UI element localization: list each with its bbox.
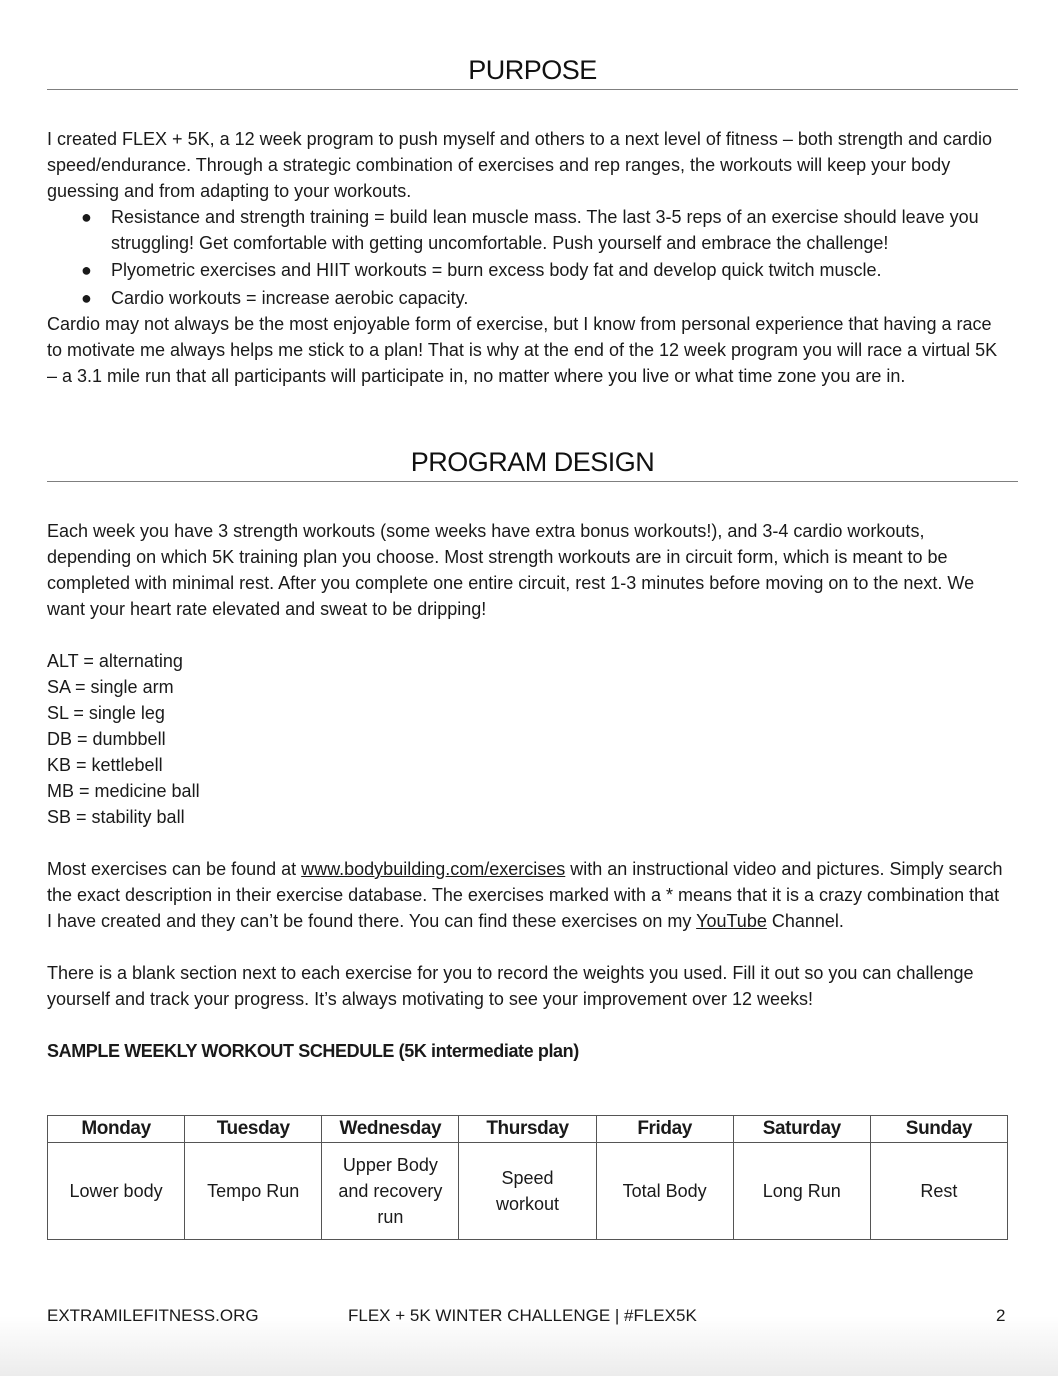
youtube-link[interactable]: YouTube <box>696 911 767 931</box>
day-header-wednesday: Wednesday <box>322 1116 459 1143</box>
bullet-text: Cardio workouts = increase aerobic capacity. <box>111 288 469 308</box>
day-header-tuesday: Tuesday <box>185 1116 322 1143</box>
bodybuilding-link[interactable]: www.bodybuilding.com/exercises <box>301 859 566 879</box>
list-item: SA = single arm <box>47 677 174 697</box>
bullet-text: Plyometric exercises and HIIT workouts = burn excess body fat and develop quick twitch muscle. <box>111 260 882 280</box>
table-header-row <box>48 1116 1008 1143</box>
schedule-title: SAMPLE WEEKLY WORKOUT SCHEDULE (5K intermediate plan) <box>47 1041 579 1061</box>
bullet-icon: ● <box>81 260 92 280</box>
workout-cell-thursday: Speed workout <box>459 1143 596 1240</box>
list-item: KB = kettlebell <box>47 755 163 775</box>
purpose-bullet-list <box>47 204 1007 311</box>
workout-cell-tuesday: Tempo Run <box>185 1143 322 1240</box>
list-item: ALT = alternating <box>47 651 183 671</box>
bullet-icon: ● <box>81 207 92 227</box>
footer-page-number: 2 <box>996 1306 1006 1325</box>
workout-cell-friday: Total Body <box>596 1143 733 1240</box>
purpose-closing: Cardio may not always be the most enjoyable form of exercise, but I know from personal experience that having a race to motivate me always helps me stick to a plan! That is why at the end of the 12 week program you will race a virtual 5K – a 3.1 mile run that all participants will participate in, no matter where you live or what time zone you are in. <box>47 314 998 386</box>
list-item <box>47 204 1007 256</box>
workout-cell-wednesday: Upper Body and recovery run <box>322 1143 459 1240</box>
list-item: MB = medicine ball <box>47 781 200 801</box>
purpose-section <box>47 126 1007 389</box>
day-header-thursday: Thursday <box>459 1116 596 1143</box>
exercises-text-end: Channel. <box>766 911 844 931</box>
purpose-intro: I created FLEX + 5K, a 12 week program to push myself and others to a next level of fitness – both strength and cardio speed/endurance. Through a strategic combination of exercises and rep ranges, the workouts will keep your body guessing and from adapting to your workouts. <box>47 129 993 201</box>
bullet-icon: ● <box>81 288 92 308</box>
design-paragraph-1: Each week you have 3 strength workouts (some weeks have extra bonus workouts!), and 3-4 cardio workouts, depending on which 5K training plan you choose. Most strength workouts are in circuit form, which is meant to be completed with minimal rest. After you complete one entire circuit, rest 1-3 minutes before moving on to the next. We want your heart rate elevated and sweat to be dripping! <box>47 521 975 619</box>
exercises-text-start: Most exercises can be found at <box>47 859 302 879</box>
day-header-saturday: Saturday <box>733 1116 870 1143</box>
list-item <box>47 257 1007 283</box>
weekly-schedule-table <box>47 1115 1008 1240</box>
design-paragraph-exercises <box>47 856 1007 934</box>
program-design-section <box>47 518 1007 1064</box>
workout-cell-saturday: Long Run <box>733 1143 870 1240</box>
exercises-text-middle: with an instructional video and pictures. Simply search the exact description in their exercise database. The exercises marked with a * means that it is a crazy combination that I have created and they can’t be found there. You can find these exercises on my <box>47 859 1003 931</box>
design-paragraph-3: There is a blank section next to each exercise for you to record the weights you used. Fill it out so you can challenge yourself and track your progress. It’s always motivating to see your improvement over 12 weeks! <box>47 963 974 1009</box>
program-design-heading: PROGRAM DESIGN <box>47 444 1018 482</box>
purpose-heading: PURPOSE <box>47 52 1018 90</box>
abbreviation-list <box>47 648 1007 830</box>
footer-site: EXTRAMILEFITNESS.ORG <box>47 1306 259 1325</box>
table-row <box>48 1143 1008 1240</box>
day-header-monday: Monday <box>48 1116 185 1143</box>
day-header-sunday: Sunday <box>870 1116 1007 1143</box>
list-item: DB = dumbbell <box>47 729 166 749</box>
list-item: SL = single leg <box>47 703 165 723</box>
workout-cell-sunday: Rest <box>870 1143 1007 1240</box>
list-item: SB = stability ball <box>47 807 185 827</box>
list-item <box>47 285 1007 311</box>
footer-challenge: FLEX + 5K WINTER CHALLENGE | #FLEX5K <box>348 1306 697 1325</box>
bullet-text: Resistance and strength training = build lean muscle mass. The last 3-5 reps of an exercise should leave you struggling! Get comfortable with getting uncomfortable. Push yourself and embrace the challenge! <box>111 207 979 253</box>
workout-cell-monday: Lower body <box>48 1143 185 1240</box>
day-header-friday: Friday <box>596 1116 733 1143</box>
